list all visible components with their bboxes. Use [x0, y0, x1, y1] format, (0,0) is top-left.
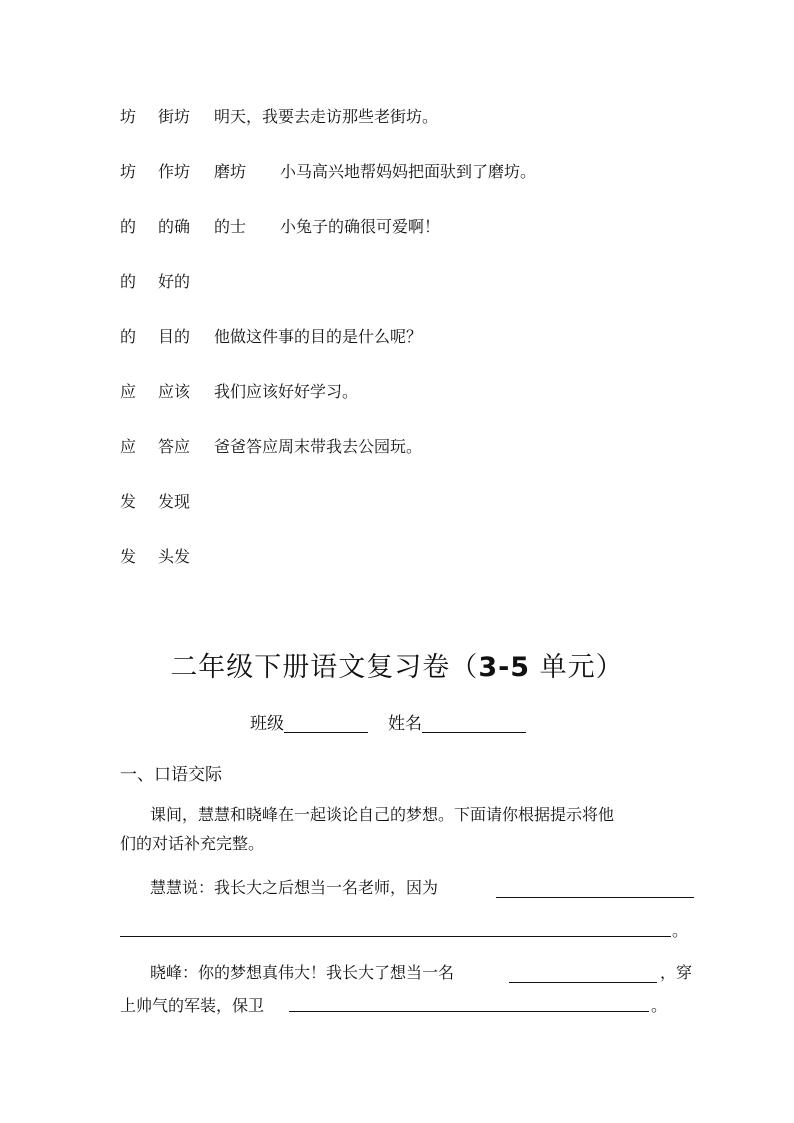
row-char: 应: [120, 382, 137, 401]
row-sentence: 他做这件事的目的是什么呢？: [214, 327, 423, 346]
row-word2: 的士: [214, 217, 247, 236]
row-word2: 磨坊: [214, 162, 247, 181]
row-sentence: 小兔子的确很可爱啊！: [280, 217, 441, 236]
xiaofeng-blank-1[interactable]: [509, 982, 657, 983]
class-blank[interactable]: [284, 712, 368, 733]
intro-line-2: 们的对话补充完整。: [120, 834, 265, 853]
row-word: 发现: [158, 492, 191, 511]
row-word: 头发: [158, 547, 191, 566]
row-char: 的: [120, 217, 137, 236]
xiaofeng-blank-2[interactable]: [289, 1011, 649, 1012]
xiaofeng-period: 。: [651, 996, 668, 1015]
intro-line-1: 课间，慧慧和晓峰在一起谈论自己的梦想。下面请你根据提示将他: [150, 805, 615, 824]
row-char: 应: [120, 437, 137, 456]
row-sentence: 小马高兴地帮妈妈把面驮到了磨坊。: [280, 162, 537, 181]
row-char: 坊: [120, 162, 137, 181]
row-word: 作坊: [158, 162, 191, 181]
title-suffix: 单元）: [530, 652, 624, 683]
section-title: 一、口语交际: [120, 765, 222, 785]
row-word: 答应: [158, 437, 191, 456]
huihui-blank-2[interactable]: [120, 936, 671, 937]
row-word: 应该: [158, 382, 191, 401]
title-prefix: 二年级下册语文复习卷（: [170, 652, 479, 683]
name-blank[interactable]: [422, 712, 526, 733]
class-name-line: [250, 710, 526, 738]
class-label: 班级: [250, 714, 284, 734]
row-sentence: 明天，我要去走访那些老街坊。: [214, 107, 439, 126]
row-word: 好的: [158, 272, 191, 291]
exam-title: [0, 648, 794, 688]
huihui-says: 慧慧说：我长大之后想当一名老师，因为: [150, 878, 439, 897]
row-char: 坊: [120, 107, 137, 126]
row-char: 发: [120, 492, 137, 511]
row-word: 目的: [158, 327, 191, 346]
row-word: 的确: [158, 217, 191, 236]
xiaofeng-says: 晓峰：你的梦想真伟大！我长大了想当一名: [150, 963, 455, 982]
row-word: 街坊: [158, 107, 191, 126]
huihui-blank-1[interactable]: [496, 897, 694, 898]
row-char: 的: [120, 327, 137, 346]
xiaofeng-comma: ，穿: [660, 963, 693, 982]
row-char: 发: [120, 547, 137, 566]
row-sentence: 爸爸答应周末带我去公园玩。: [214, 437, 423, 456]
row-sentence: 我们应该好好学习。: [214, 382, 359, 401]
name-label: 姓名: [388, 714, 422, 734]
row-char: 的: [120, 272, 137, 291]
huihui-period: 。: [672, 921, 689, 940]
xiaofeng-line-2: 上帅气的军装，保卫: [120, 996, 265, 1015]
title-range: 3-5: [478, 652, 531, 683]
